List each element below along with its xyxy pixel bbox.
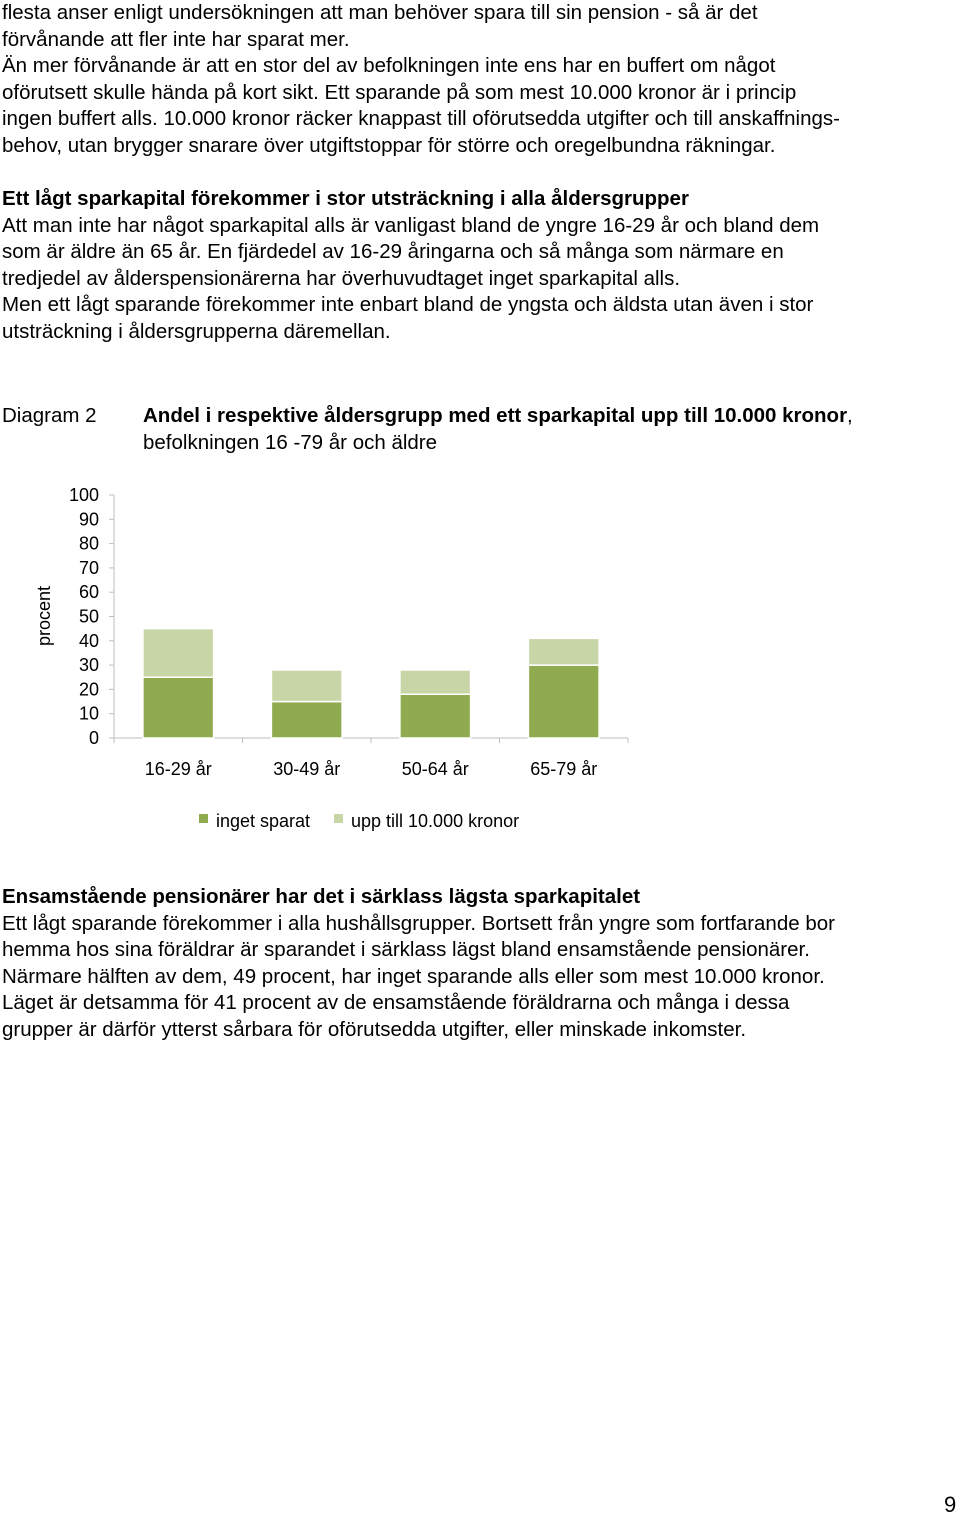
figure-title-comma: , [847, 404, 853, 427]
bar-segment-inget-sparat [271, 702, 342, 738]
text-line: tredjedel av ålderspensionärerna har överhuvudtaget inget sparkapital alls. [2, 266, 681, 290]
text-line: utsträckning i åldersgrupperna däremellan. [2, 319, 391, 343]
bar-segment-upp-till-10000 [271, 670, 342, 702]
legend [199, 811, 519, 831]
y-tick-label: 40 [78, 630, 99, 651]
legend-swatch [334, 814, 343, 823]
text-line: Än mer förvånande är att en stor del av befolkningen inte ens har en buffert om något [2, 54, 776, 77]
text-line: ingen buffert alls. 10.000 kronor räcker knappast till oförutsedda utgifter och till anskaffnings- [2, 107, 840, 130]
bar-segment-inget-sparat [400, 694, 471, 738]
text-line: Ett lågt sparande förekommer i alla hushållsgrupper. Bortsett från yngre som fortfarande bor [2, 911, 835, 935]
y-axis [69, 485, 114, 748]
section-age-groups [2, 186, 952, 345]
text-line: Närmare hälften av dem, 49 procent, har inget sparande alls eller som mest 10.000 kronor. [2, 964, 825, 988]
text-line: som är äldre än 65 år. En fjärdedel av 16-29 åringarna och så många som närmare en [2, 240, 784, 263]
text-line: förvånande att fler inte har sparat mer. [2, 27, 350, 51]
bar-segment-upp-till-10000 [400, 670, 471, 694]
legend-label: inget sparat [216, 811, 311, 831]
bar-group [143, 629, 599, 738]
x-tick-label: 65-79 år [530, 759, 598, 779]
figure-title-bold: Andel i respektive åldersgrupp med ett sparkapital upp till 10.000 kronor [143, 404, 848, 427]
section-heading: Ett lågt sparkapital förekommer i stor utsträckning i alla åldersgrupper [2, 187, 689, 210]
y-tick-label: 70 [78, 557, 99, 578]
y-tick-label: 90 [78, 509, 99, 530]
x-tick-label: 30-49 år [273, 759, 341, 779]
y-tick-label: 50 [78, 606, 99, 627]
text-line: Att man inte har något sparkapital alls är vanligast bland de yngre 16-29 år och bland dem [2, 213, 820, 237]
stacked-bar-chart [0, 478, 640, 850]
text-line: oförutsett skulle hända på kort sikt. Ett sparande på som mest 10.000 kronor är i princip [2, 80, 797, 104]
y-tick-label: 100 [68, 485, 99, 505]
text-line: hemma hos sina föräldrar är sparandet i särklass lägst bland ensamstående pensionärer. [2, 938, 810, 961]
text-line: Men ett lågt sparande förekommer inte enbart bland de yngsta och äldsta utan även i stor [2, 293, 814, 316]
legend-swatch [199, 814, 208, 823]
x-tick-labels [145, 759, 598, 779]
section-heading: Ensamstående pensionärer har det i särklass lägsta sparkapitalet [2, 885, 641, 908]
y-tick-label: 60 [78, 582, 99, 603]
y-tick-label: 80 [78, 533, 99, 554]
text-line: Läget är detsamma för 41 procent av de ensamstående föräldrarna och många i dessa [2, 991, 790, 1014]
figure-label: Diagram 2 [2, 404, 97, 427]
y-tick-label: 20 [78, 679, 99, 700]
text-line: grupper är därför ytterst sårbara för oförutsedda utgifter, eller minskade inkomster. [2, 1017, 747, 1041]
y-tick-label: 30 [78, 655, 99, 676]
y-axis-label: procent [34, 585, 54, 647]
bar-segment-upp-till-10000 [143, 629, 214, 678]
bar-segment-upp-till-10000 [528, 638, 599, 665]
x-tick-label: 50-64 år [401, 759, 469, 779]
figure-title [143, 402, 853, 429]
intro-paragraph [2, 0, 952, 159]
bar-segment-inget-sparat [528, 665, 599, 738]
y-tick-label: 0 [88, 728, 99, 748]
page-number: 9 [944, 1492, 957, 1517]
legend-label: upp till 10.000 kronor [351, 811, 520, 831]
x-tick-label: 16-29 år [144, 759, 212, 779]
section-single-pensioners [2, 884, 952, 1043]
figure-subtitle: befolkningen 16 -79 år och äldre [143, 431, 438, 454]
text-line: flesta anser enligt undersökningen att man behöver spara till sin pension - så är det [2, 1, 758, 24]
text-line: behov, utan brygger snarare över utgiftstoppar för större och oregelbundna räkningar. [2, 133, 776, 157]
y-tick-label: 10 [78, 703, 99, 724]
bar-segment-inget-sparat [143, 677, 214, 738]
